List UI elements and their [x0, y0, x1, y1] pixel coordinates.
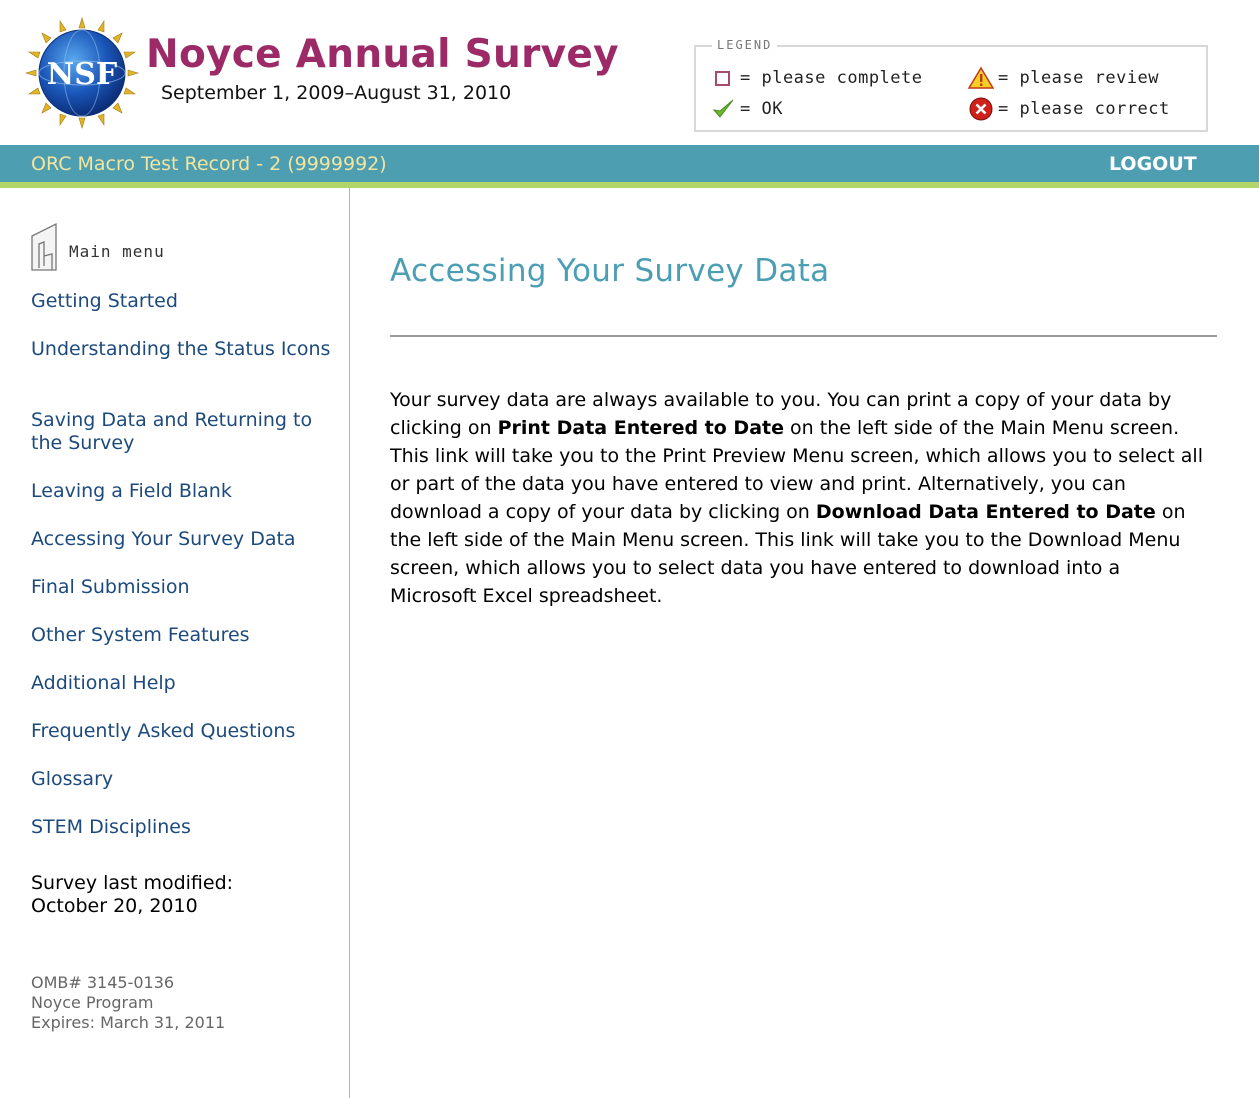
warning-icon	[968, 65, 994, 91]
expiration-date: Expires: March 31, 2011	[31, 1013, 226, 1032]
survey-title: Noyce Annual Survey	[146, 32, 619, 77]
legend-item-complete	[710, 65, 923, 91]
logo-text: NSF	[46, 57, 118, 92]
sidebar-link-final-submission[interactable]: Final Submission	[31, 576, 190, 598]
sidebar-link-status-icons[interactable]: Understanding the Status Icons	[31, 338, 331, 360]
sidebar-link-other-features[interactable]: Other System Features	[31, 624, 250, 646]
checkmark-icon	[710, 96, 736, 122]
sidebar-link-field-blank[interactable]: Leaving a Field Blank	[31, 480, 232, 502]
survey-dates: September 1, 2009–August 31, 2010	[161, 82, 512, 104]
logout-button[interactable]: LOGOUT	[1109, 153, 1197, 175]
header	[0, 0, 1259, 145]
empty-box-icon	[710, 65, 736, 91]
print-data-label: Print Data Entered to Date	[497, 417, 784, 439]
main-menu-link[interactable]	[30, 222, 165, 276]
main-menu-icon	[30, 222, 60, 276]
last-modified	[31, 872, 233, 918]
body-text-1: Your survey data are always available to you. You can print a copy of your data by clicking on	[390, 389, 1172, 439]
error-icon	[968, 96, 994, 122]
download-data-label: Download Data Entered to Date	[815, 501, 1156, 523]
legend-title: LEGEND	[712, 38, 777, 52]
omb-info	[31, 973, 225, 1033]
omb-number: OMB# 3145-0136	[31, 973, 175, 992]
legend-label: = please review	[998, 68, 1160, 88]
legend	[694, 38, 1208, 132]
sidebar-link-getting-started[interactable]: Getting Started	[31, 290, 178, 312]
sidebar-link-saving-data[interactable]: Saving Data and Returning to the Survey	[31, 409, 313, 454]
last-modified-date: October 20, 2010	[31, 895, 198, 917]
program-name: Noyce Program	[31, 993, 154, 1012]
record-name: ORC Macro Test Record - 2 (9999992)	[31, 153, 387, 175]
sidebar-link-glossary[interactable]: Glossary	[31, 768, 114, 790]
sidebar-link-accessing-data[interactable]: Accessing Your Survey Data	[31, 528, 296, 550]
legend-label: = please correct	[998, 99, 1170, 119]
legend-label: = OK	[740, 99, 783, 119]
sidebar-link-faq[interactable]: Frequently Asked Questions	[31, 720, 296, 742]
body-paragraph	[390, 386, 1210, 610]
legend-label: = please complete	[740, 68, 923, 88]
legend-item-ok	[710, 96, 783, 122]
sidebar-link-stem[interactable]: STEM Disciplines	[31, 816, 191, 838]
main-menu-label: Main menu	[69, 241, 165, 261]
last-modified-label: Survey last modified:	[31, 872, 234, 894]
body-text-3: on the left side of the Main Menu screen. This link will take you to the Download Menu screen, which allows you to select data you have entered to download into a Microsoft Excel spreadsheet.	[390, 501, 1186, 607]
nsf-logo	[24, 16, 140, 130]
body-text-2: on the left side of the Main Menu screen. This link will take you to the Print Preview Menu screen, which allows you to select all or part of the data you have entered to view and print. Alternatively, you can download a copy of your data by clicking on	[390, 417, 1203, 523]
sidebar-link-additional-help[interactable]: Additional Help	[31, 672, 176, 694]
legend-item-review	[968, 65, 1159, 91]
divider	[390, 335, 1217, 337]
page-title: Accessing Your Survey Data	[390, 253, 830, 289]
legend-item-correct	[968, 96, 1170, 122]
